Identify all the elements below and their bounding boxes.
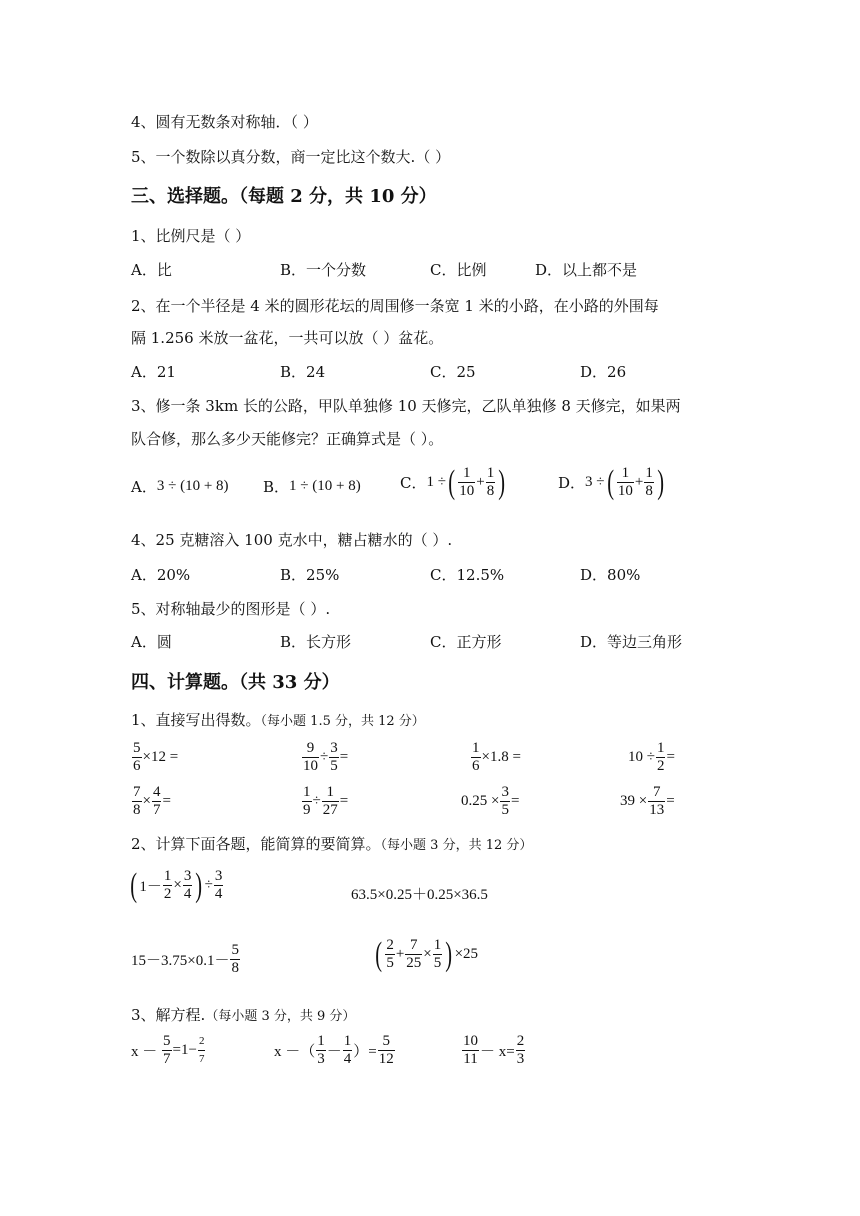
choice-question-3-line1: 3、修一条 3km 长的公路，甲队单独修 10 天修完，乙队单独修 8 天修完，如果两	[131, 397, 681, 415]
calc-question-2-text: 2、计算下面各题，能简算的要简算。	[131, 835, 381, 853]
calc1-item-1: $\frac{5}{6}$ ×12 =	[133, 740, 179, 774]
choice-question-3-line2: 队合修，那么多少天能修完？正确算式是（ ）。	[131, 430, 444, 448]
fraction-5-8: $\frac{5}{8}$	[231, 942, 239, 976]
q3-option-a-expr: 3 ÷ (10 + 8)	[156, 478, 229, 494]
fraction-1-10: $\frac{1}{10}$	[617, 465, 633, 499]
right-paren: )	[498, 463, 506, 501]
right-paren: )	[195, 866, 203, 904]
fraction-2-7: $\frac{2}{7}$	[198, 1033, 206, 1068]
calc1-item-6: $\frac{1}{9}$ ÷ $\frac{1}{27}$ =	[303, 784, 349, 818]
calc2-item-2: 63.5×0.25＋0.25×36.5	[351, 887, 488, 903]
choice-question-2-line2: 隔 1.256 米放一盆花，一共可以放（ ）盆花。	[131, 329, 444, 347]
fraction-2-3: $\frac{2}{3}$	[516, 1033, 525, 1067]
q3-option-c-prefix: 1 ÷	[426, 474, 446, 490]
q3-option-c	[400, 465, 508, 500]
fraction-2-5: $\frac{2}{5}$	[386, 937, 394, 971]
q2-option-d: D．26	[580, 363, 627, 381]
equation-2: x －（ $\frac{1}{3}$ － $\frac{1}{4}$ ）= $\frac{5}{12}$	[274, 1033, 394, 1067]
fraction-1-2: $\frac{1}{2}$	[656, 740, 665, 774]
fraction-1-3: $\frac{1}{3}$	[317, 1033, 325, 1067]
left-paren: (	[606, 463, 614, 501]
fraction-3-4: $\frac{3}{4}$	[183, 868, 192, 902]
q2-option-b: B．24	[280, 363, 326, 381]
calc1-item-7: 0.25 × $\frac{3}{5}$ =	[461, 784, 520, 818]
q5-option-c: C．正方形	[430, 633, 502, 651]
q1-option-c: C．比例	[430, 261, 487, 279]
choice-question-1: 1、比例尺是（ ）	[131, 227, 251, 245]
fraction-1-10: $\frac{1}{10}$	[459, 465, 475, 499]
q3-option-d-letter: D．	[558, 474, 586, 492]
q3-option-a-letter: A．	[131, 478, 157, 496]
calc1-item-8: 39 × $\frac{7}{13}$ =	[620, 784, 675, 818]
fraction-1-8: $\frac{1}{8}$	[486, 465, 495, 499]
choice-question-4: 4、25 克糖溶入 100 克水中，糖占糖水的（ ）.	[131, 531, 453, 549]
choice-question-5: 5、对称轴最少的图形是（ ）.	[131, 600, 331, 618]
fraction-7-13: $\frac{7}{13}$	[649, 784, 665, 818]
q4-option-b: B．25%	[280, 566, 340, 584]
calc-question-2	[131, 833, 532, 854]
calc2-item-3: 15－3.75×0.1－ $\frac{5}{8}$	[131, 942, 239, 976]
fraction-5-6: $\frac{5}{6}$	[133, 740, 141, 774]
fraction-5-12: $\frac{5}{12}$	[378, 1033, 394, 1067]
fraction-1-6: $\frac{1}{6}$	[472, 740, 480, 774]
fraction-3-4: $\frac{3}{4}$	[214, 868, 223, 902]
calc-question-1-note: （每小题 1.5 分，共 12 分）	[260, 714, 425, 729]
fraction-3-5: $\frac{3}{5}$	[501, 784, 509, 818]
choice-question-2-line1: 2、在一个半径是 4 米的圆形花坛的周围修一条宽 1 米的小路，在小路的外围每	[131, 297, 659, 315]
q3-option-d-prefix: 3 ÷	[585, 474, 605, 490]
equation-1: x － $\frac{5}{7}$ =1− $\frac{2}{7}$	[131, 1033, 205, 1067]
fraction-1-27: $\frac{1}{27}$	[322, 784, 338, 818]
fraction-9-10: $\frac{9}{10}$	[303, 740, 318, 774]
q3-option-d	[558, 465, 666, 500]
q4-option-a: A．20%	[131, 566, 191, 584]
right-paren: )	[657, 463, 664, 501]
q3-option-b	[263, 476, 361, 497]
q1-option-d: D．以上都不是	[535, 261, 638, 279]
fraction-1-4: $\frac{1}{4}$	[343, 1033, 352, 1067]
q3-option-b-letter: B．	[263, 478, 290, 496]
left-paren: (	[130, 866, 138, 904]
q1-option-a: A．比	[131, 261, 172, 279]
plus-sign: +	[634, 474, 644, 490]
q2-option-c: C．25	[430, 363, 476, 381]
fraction-7-25: $\frac{7}{25}$	[406, 937, 422, 971]
calc-question-1-text: 1、直接写出得数。	[131, 711, 261, 729]
calc2-item-1: ( 1－ $\frac{1}{2}$ × $\frac{3}{4}$ ) ÷ $\frac{3}{4}$	[130, 866, 223, 904]
q5-option-b: B．长方形	[280, 633, 352, 651]
calc1-item-2: $\frac{9}{10}$ ÷ $\frac{3}{5}$ =	[303, 740, 349, 774]
q2-option-a: A．21	[131, 363, 176, 381]
fraction-7-8: $\frac{7}{8}$	[133, 784, 141, 818]
q3-option-a	[131, 476, 229, 497]
right-paren: )	[445, 935, 453, 973]
fraction-5-7: $\frac{5}{7}$	[163, 1033, 171, 1067]
q3-option-c-letter: C．	[400, 474, 427, 492]
fraction-1-2: $\frac{1}{2}$	[163, 868, 172, 902]
left-paren: (	[448, 463, 456, 501]
calc-question-3-note: （每小题 3 分，共 9 分）	[205, 1009, 356, 1024]
fraction-1-5: $\frac{1}{5}$	[433, 937, 442, 971]
left-paren: (	[375, 935, 383, 973]
tf-question-5: 5、一个数除以真分数，商一定比这个数大.（ ）	[131, 148, 451, 166]
calc-question-3	[131, 1004, 355, 1025]
q5-option-a: A．圆	[131, 633, 172, 651]
calc-question-3-text: 3、解方程.	[131, 1006, 206, 1024]
fraction-1-9: $\frac{1}{9}$	[303, 784, 311, 818]
tf-question-4: 4、圆有无数条对称轴．（ ）	[131, 113, 318, 131]
section-4-title: 四、计算题。（共 33 分）	[131, 672, 340, 693]
calc1-item-4: 10 ÷ $\frac{1}{2}$ =	[628, 740, 675, 774]
calc-question-1	[131, 709, 425, 730]
q1-option-b: B．一个分数	[280, 261, 367, 279]
q4-option-c: C．12.5%	[430, 566, 505, 584]
calc1-item-5: $\frac{7}{8}$ × $\frac{4}{7}$ =	[133, 784, 171, 818]
calc2-item-4: ( $\frac{2}{5}$ + $\frac{7}{25}$ × $\frac{1}{5}$ ) ×25	[375, 935, 479, 973]
calc1-item-3: $\frac{1}{6}$ ×1.8 =	[472, 740, 521, 774]
q3-option-b-expr: 1 ÷ (10 + 8)	[289, 478, 361, 494]
fraction-3-5: $\frac{3}{5}$	[330, 740, 338, 774]
section-3-title: 三、选择题。（每题 2 分，共 10 分）	[131, 186, 437, 207]
q4-option-d: D．80%	[580, 566, 641, 584]
q5-option-d: D．等边三角形	[580, 633, 683, 651]
equation-3: $\frac{10}{11}$ － x= $\frac{2}{3}$	[463, 1033, 525, 1067]
calc-question-2-note: （每小题 3 分，共 12 分）	[380, 838, 533, 853]
fraction-10-11: $\frac{10}{11}$	[463, 1033, 478, 1067]
plus-sign: +	[476, 474, 485, 490]
fraction-1-8: $\frac{1}{8}$	[645, 465, 653, 499]
fraction-4-7: $\frac{4}{7}$	[152, 784, 161, 818]
